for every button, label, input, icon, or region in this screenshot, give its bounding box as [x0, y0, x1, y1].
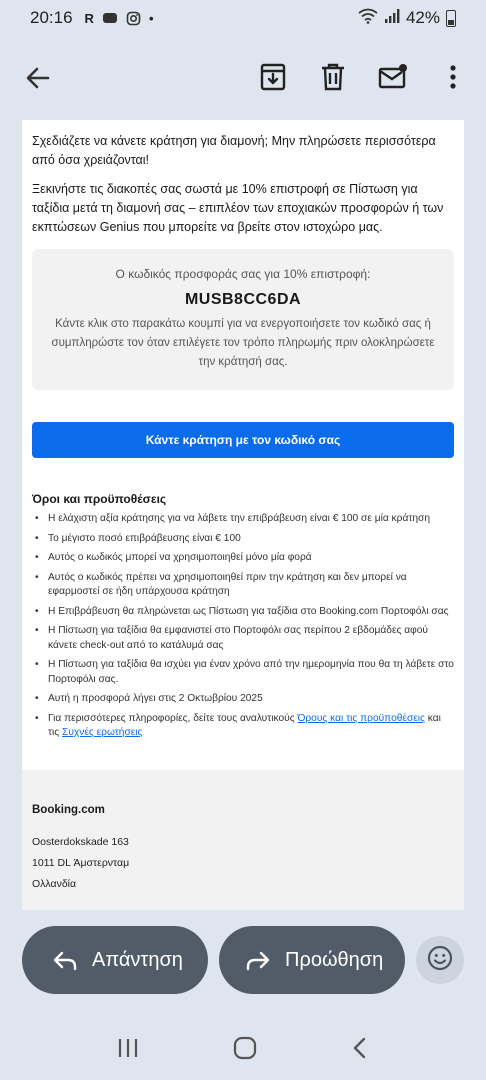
promo-label: Ο κωδικός προσφοράς σας για 10% επιστροφή: [115, 267, 371, 281]
system-nav-bar [0, 1020, 486, 1080]
email-body [22, 120, 464, 910]
notification-dot: • [148, 10, 154, 26]
nav-back-icon[interactable] [350, 1036, 370, 1065]
promo-code-box [32, 249, 454, 390]
forward-label: Προώθηση [285, 948, 384, 971]
footer-brand: Booking.com [32, 804, 105, 816]
battery-percent: 42% [405, 8, 440, 27]
smiley-icon [427, 945, 453, 976]
app-bar-actions [258, 60, 468, 94]
notification-r-icon: R [84, 10, 94, 26]
wifi-icon [358, 8, 378, 29]
terms-item: • Η Πίστωση για ταξίδια θα εμφανιστεί στο Πορτοφόλι σας περίπου 2 εβδομάδες αφού κάνετε check-out από το κατάλυμά σας [32, 624, 454, 653]
delete-icon[interactable] [318, 60, 348, 94]
email-intro-text: Σχεδιάζετε να κάνετε κράτηση για διαμονή; Μην πληρώσετε περισσότερα από όσα χρειάζονται! [32, 134, 436, 167]
footer-address-line1: Oosterdokskade 163 [32, 836, 129, 848]
email-footer [22, 770, 464, 910]
footer-address-line3: Ολλανδία [32, 878, 77, 890]
more-options-icon[interactable] [438, 60, 468, 94]
terms-conditions-link[interactable]: Όρους και τις προϋποθέσεις [297, 712, 425, 724]
reply-icon [52, 947, 78, 973]
signal-icon [384, 8, 400, 29]
terms-item: • Αυτός ο κωδικός πρέπει να χρησιμοποιηθεί πριν την κράτηση και δεν μπορεί να εφαρμοστεί σε ήδη υπάρχουσα κράτηση [32, 571, 454, 600]
terms-item-more-info [32, 712, 454, 741]
instagram-icon [126, 11, 141, 26]
recent-apps-icon[interactable] [116, 1037, 140, 1064]
promo-description: Κάντε κλικ στο παρακάτω κουμπί για να ενεργοποιήσετε τον κωδικό σας ή συμπληρώστε τον όταν επιλέγετε τον τρόπο πληρωμής πριν ολοκληρώσετε την κράτησή σας. [51, 318, 435, 368]
back-arrow-icon[interactable] [22, 62, 54, 94]
terms-item: • Η ελάχιστη αξία κράτησης για να λάβετε την επιβράβευση είναι € 100 σε μία κράτηση [32, 512, 454, 527]
email-body-text: Ξεκινήστε τις διακοπές σας σωστά με 10% επιστροφή σε Πίστωση για ταξίδια μετά τη διαμονή σας – επιπλέον των εποχιακών προσφορών ή των εκπτώσεων Genius που μπορείτε να βρείτε στον ιστοχώρο μας. [32, 182, 444, 234]
terms-list [32, 512, 454, 741]
forward-icon [245, 947, 271, 973]
terms-item: • Το μέγιστο ποσό επιβράβευσης είναι € 100 [32, 532, 454, 547]
terms-title: Όροι και προϋποθέσεις [32, 492, 167, 506]
terms-more-info-prefix: Για περισσότερες πληροφορίες, δείτε τους αναλυτικούς [48, 712, 298, 724]
faq-link[interactable]: Συχνές ερωτήσεις [62, 727, 143, 738]
terms-item: • Η Επιβράβευση θα πληρώνεται ως Πίστωση για ταξίδια στο Booking.com Πορτοφόλι σας [32, 605, 454, 620]
promo-code: MUSB8CC6DA [184, 291, 302, 308]
terms-more-info-middle: και τις [48, 712, 441, 738]
status-bar [0, 0, 486, 36]
footer-address-line2: 1011 DL Άμστερνταμ [32, 857, 130, 869]
reply-label: Απάντηση [92, 948, 183, 971]
terms-item: • Αυτός ο κωδικός μπορεί να χρησιμοποιηθεί μόνο μία φορά [32, 551, 454, 566]
home-icon[interactable] [232, 1035, 258, 1066]
terms-item: • Η Πίστωση για ταξίδια θα ισχύει για έναν χρόνο από την ημερομηνία που θα τη λάβετε στο Πορτοφόλι σας. [32, 658, 454, 687]
book-with-code-button[interactable]: Κάντε κράτηση με τον κωδικό σας [32, 422, 454, 458]
status-time: 20:16 [30, 8, 73, 27]
archive-icon[interactable] [258, 60, 288, 94]
mark-unread-icon[interactable] [378, 60, 408, 94]
battery-icon [446, 10, 456, 27]
reply-button[interactable] [22, 926, 208, 994]
terms-item: • Αυτή η προσφορά λήγει στις 2 Οκτωβρίου 2025 [32, 692, 454, 707]
notification-app-icon [102, 11, 118, 25]
emoji-reaction-button[interactable] [416, 936, 464, 984]
app-bar [0, 36, 486, 120]
forward-button[interactable] [219, 926, 405, 994]
